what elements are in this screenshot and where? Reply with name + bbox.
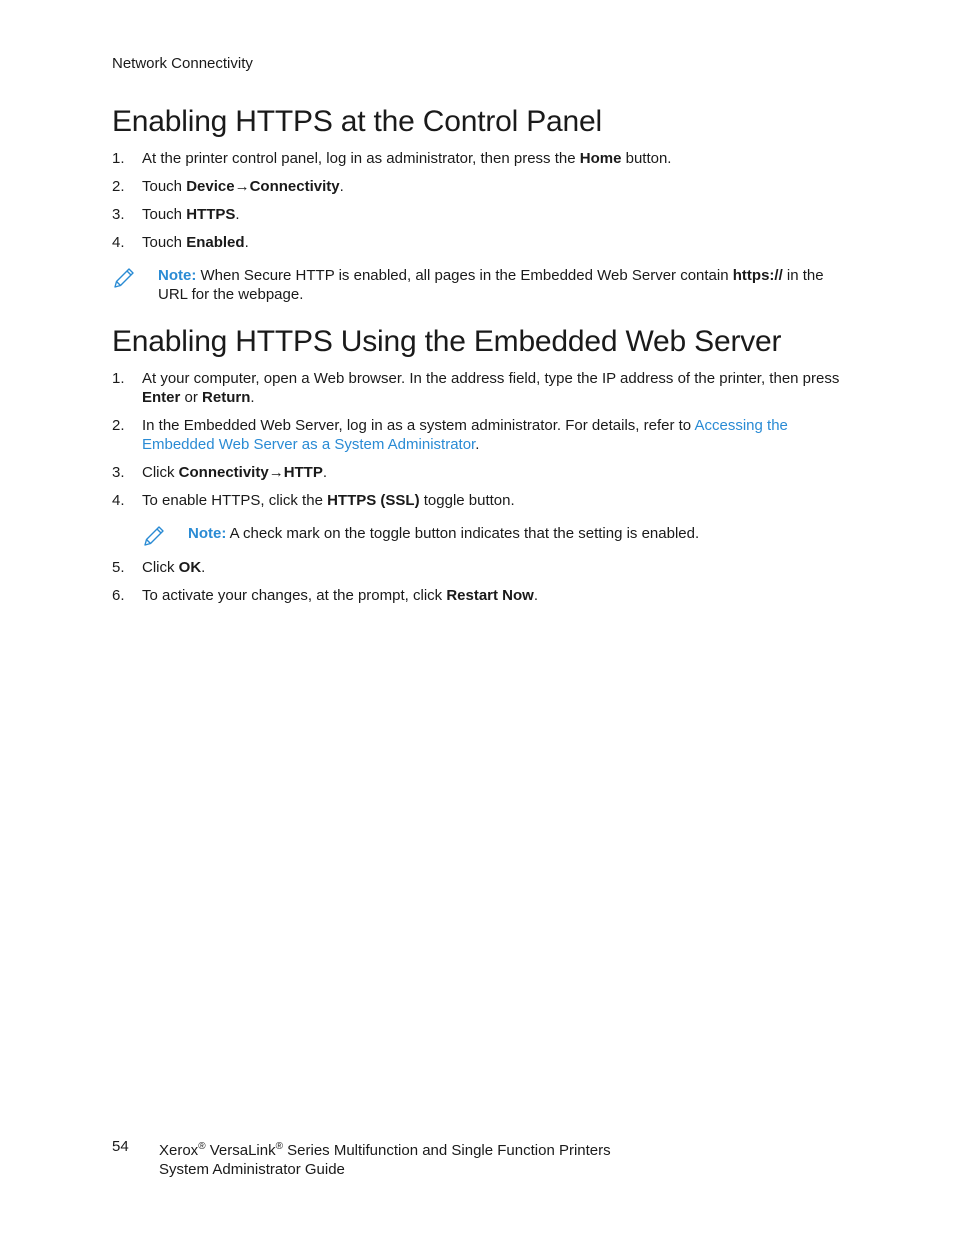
step-text: Touch Enabled. — [142, 234, 249, 251]
note-box — [142, 524, 842, 543]
step-text: At your computer, open a Web browser. In the address field, type the IP address of the printer, then press Enter or Return. — [142, 370, 840, 406]
step-item — [112, 177, 842, 196]
step-item — [112, 369, 842, 407]
pencil-icon — [112, 266, 136, 290]
arrow-icon: → — [234, 178, 250, 195]
step-number: 4. — [112, 492, 125, 509]
section-title-embedded-web-server: Enabling HTTPS Using the Embedded Web Server — [112, 325, 782, 358]
section-title-control-panel: Enabling HTTPS at the Control Panel — [112, 105, 602, 138]
note-text: Note: A check mark on the toggle button indicates that the setting is enabled. — [188, 525, 700, 542]
step-item — [112, 586, 842, 605]
step-item — [112, 149, 842, 168]
step-text: Click Connectivity→HTTP. — [142, 464, 328, 481]
step-item — [112, 416, 842, 454]
step-number: 5. — [112, 559, 125, 576]
step-item — [112, 233, 842, 252]
step-number: 2. — [112, 417, 125, 434]
note-label: Note: — [188, 525, 227, 542]
step-text: Touch HTTPS. — [142, 206, 240, 223]
step-text: In the Embedded Web Server, log in as a system administrator. For details, refer to Accessing the Embedded Web Server as a System Administrator. — [142, 417, 788, 453]
note-box — [112, 266, 842, 304]
step-item — [112, 463, 842, 482]
step-text: At the printer control panel, log in as administrator, then press the Home button. — [142, 150, 672, 167]
note-text: Note: When Secure HTTP is enabled, all pages in the Embedded Web Server contain https:// in the URL for the webpage. — [158, 267, 824, 303]
step-number: 1. — [112, 150, 125, 167]
footer-guide-title: System Administrator Guide — [159, 1161, 345, 1178]
arrow-icon: → — [268, 464, 284, 481]
step-text: Click OK. — [142, 559, 206, 576]
step-number: 6. — [112, 587, 125, 604]
footer-product-line: Xerox® VersaLink® Series Multifunction and Single Function Printers — [159, 1141, 611, 1159]
step-text: To enable HTTPS, click the HTTPS (SSL) toggle button. — [142, 492, 515, 509]
running-header: Network Connectivity — [112, 55, 253, 72]
page-number: 54 — [112, 1138, 129, 1155]
step-text: Touch Device→Connectivity. — [142, 178, 344, 195]
step-item — [112, 491, 842, 510]
step-item — [112, 558, 842, 577]
accessing-ews-link[interactable]: Accessing the Embedded Web Server as a System Administrator — [142, 417, 788, 453]
footer-text — [159, 1137, 611, 1179]
step-number: 3. — [112, 464, 125, 481]
note-label: Note: — [158, 267, 197, 284]
step-number: 2. — [112, 178, 125, 195]
step-text: To activate your changes, at the prompt, click Restart Now. — [142, 587, 539, 604]
step-number: 1. — [112, 370, 125, 387]
step-number: 4. — [112, 234, 125, 251]
step-number: 3. — [112, 206, 125, 223]
step-item — [112, 205, 842, 224]
pencil-icon — [142, 524, 166, 548]
